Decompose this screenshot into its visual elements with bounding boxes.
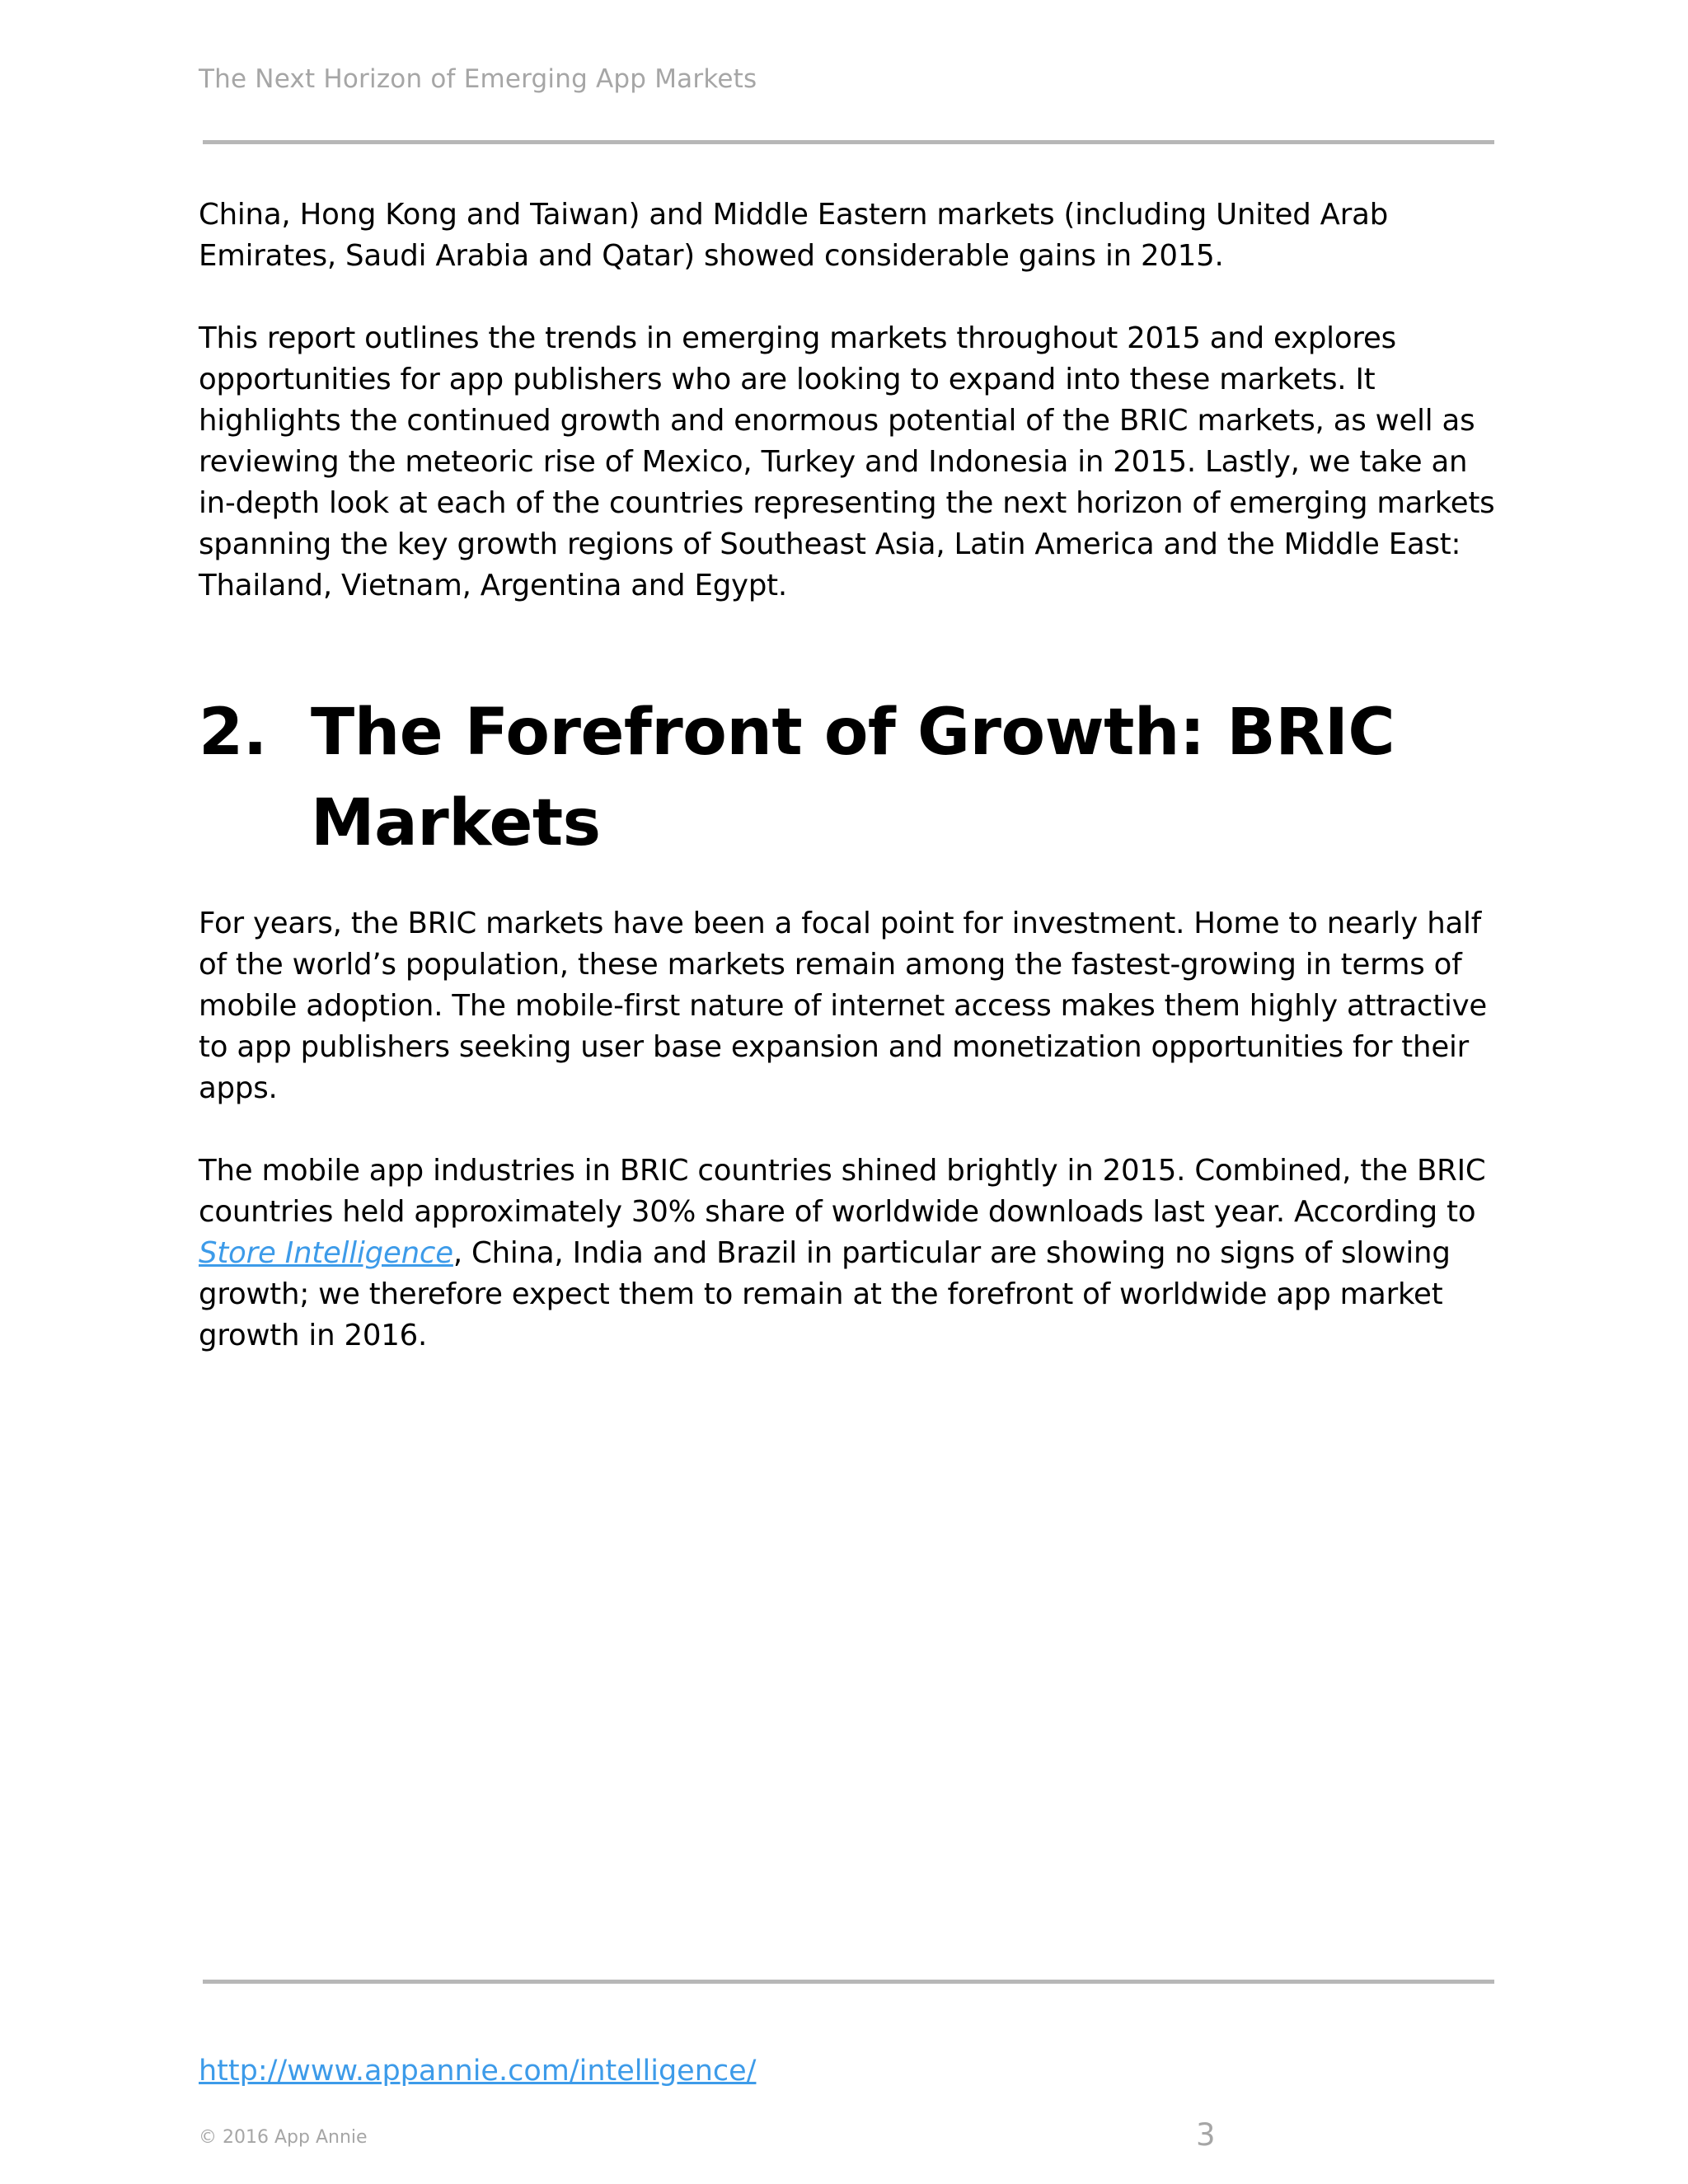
footer-divider [203,1980,1494,1984]
section-number: 2. [199,696,267,770]
page-content [199,194,1501,1357]
section-title: The Forefront of Growth: BRIC Markets [311,696,1395,860]
running-header: The Next Horizon of Emerging App Markets [199,64,757,94]
footer-url-link[interactable]: http://www.appannie.com/intelligence/ [199,2055,757,2088]
paragraph-text-after-link: , China, India and Brazil in particular are showing no signs of slowing growth; we therefore expect them to remain at the forefront of worldwide app market growth in 2016. [199,1236,1451,1352]
section-paragraph-bric-overview: For years, the BRIC markets have been a focal point for investment. Home to nearly half of the world’s population, these markets remain among the fastest-growing in terms of mobile adoption. The mobile-first nature of internet access makes them highly attractive to app publishers seeking user base expansion and monetization opportunities for their apps. [199,907,1488,1105]
copyright-notice: © 2016 App Annie [199,2127,368,2148]
paragraph-text-before-link: The mobile app industries in BRIC countries shined brightly in 2015. Combined, the BRIC countries held approximately 30% share of worldwide downloads last year. According to [199,1154,1486,1229]
section-heading [199,687,1501,869]
intro-paragraph-report-outline: This report outlines the trends in emerging markets throughout 2015 and explores opportunities for app publishers who are looking to expand into these markets. It highlights the continued growth and enormous potential of the BRIC markets, as well as reviewing the meteoric rise of Mexico, Turkey and Indonesia in 2015. Lastly, we take an in-depth look at each of the countries representing the next horizon of emerging markets spanning the key growth regions of Southeast Asia, Latin America and the Middle East: Thailand, Vietnam, Argentina and Egypt. [199,321,1495,602]
section-paragraph-bric-2015 [199,1151,1501,1357]
store-intelligence-link[interactable]: Store Intelligence [199,1236,453,1270]
intro-paragraph-continued: China, Hong Kong and Taiwan) and Middle Eastern markets (including United Arab Emirates, Saudi Arabia and Qatar) showed considerable gains in 2015. [199,198,1389,273]
header-divider [203,140,1494,144]
page-number: 3 [1196,2117,1216,2153]
